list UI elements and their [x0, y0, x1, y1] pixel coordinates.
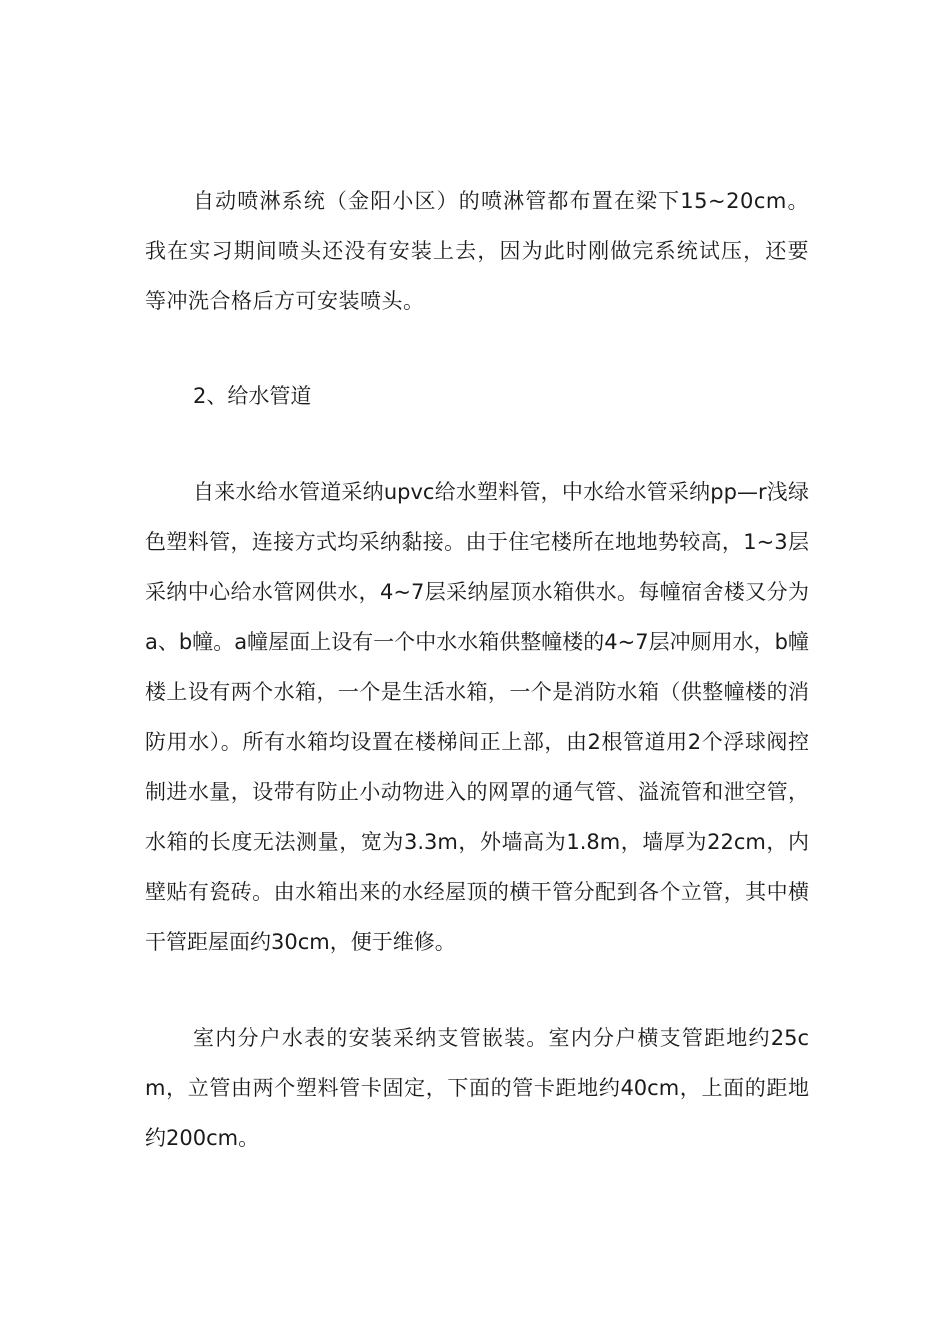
section-heading-water-supply: 2、给水管道 [193, 384, 312, 408]
paragraph-spacer [145, 326, 809, 371]
paragraph-spacer [145, 421, 809, 467]
paragraph-water-meter: 室内分户水表的安装采纳支管嵌装。室内分户横支管距地约25cm，立管由两个塑料管卡固定，下面的管卡距地约40cm，上面的距地约200cm。 [145, 1026, 809, 1150]
paragraph-water-supply-pipes: 自来水给水管道采纳upvc给水塑料管，中水给水管采纳pp—r浅绿色塑料管，连接方式均采纳黏接。由于住宅楼所在地地势较高，1~3层采纳中心给水管网供水，4~7层采纳屋顶水箱供水。每幢宿舍楼又分为a、b幢。a幢屋面上设有一个中水水箱供整幢楼的4~7层冲厕用水，b幢楼上设有两个水箱，一个是生活水箱，一个是消防水箱（供整幢楼的消防用水）。所有水箱均设置在楼梯间正上部，由2根管道用2个浮球阀控制进水量，设带有防止小动物进入的网罩的通气管、溢流管和泄空管，水箱的长度无法测量，宽为3.3m，外墙高为1.8m，墙厚为22cm，内壁贴有瓷砖。由水箱出来的水经屋顶的横干管分配到各个立管，其中横干管距屋面约30cm，便于维修。 [145, 480, 809, 954]
paragraph-spacer [145, 967, 809, 1013]
document-body [145, 176, 809, 1163]
paragraph-sprinkler: 自动喷淋系统（金阳小区）的喷淋管都布置在梁下15~20cm。我在实习期间喷头还没有安装上去，因为此时刚做完系统试压，还要等冲洗合格后方可安装喷头。 [145, 189, 809, 313]
